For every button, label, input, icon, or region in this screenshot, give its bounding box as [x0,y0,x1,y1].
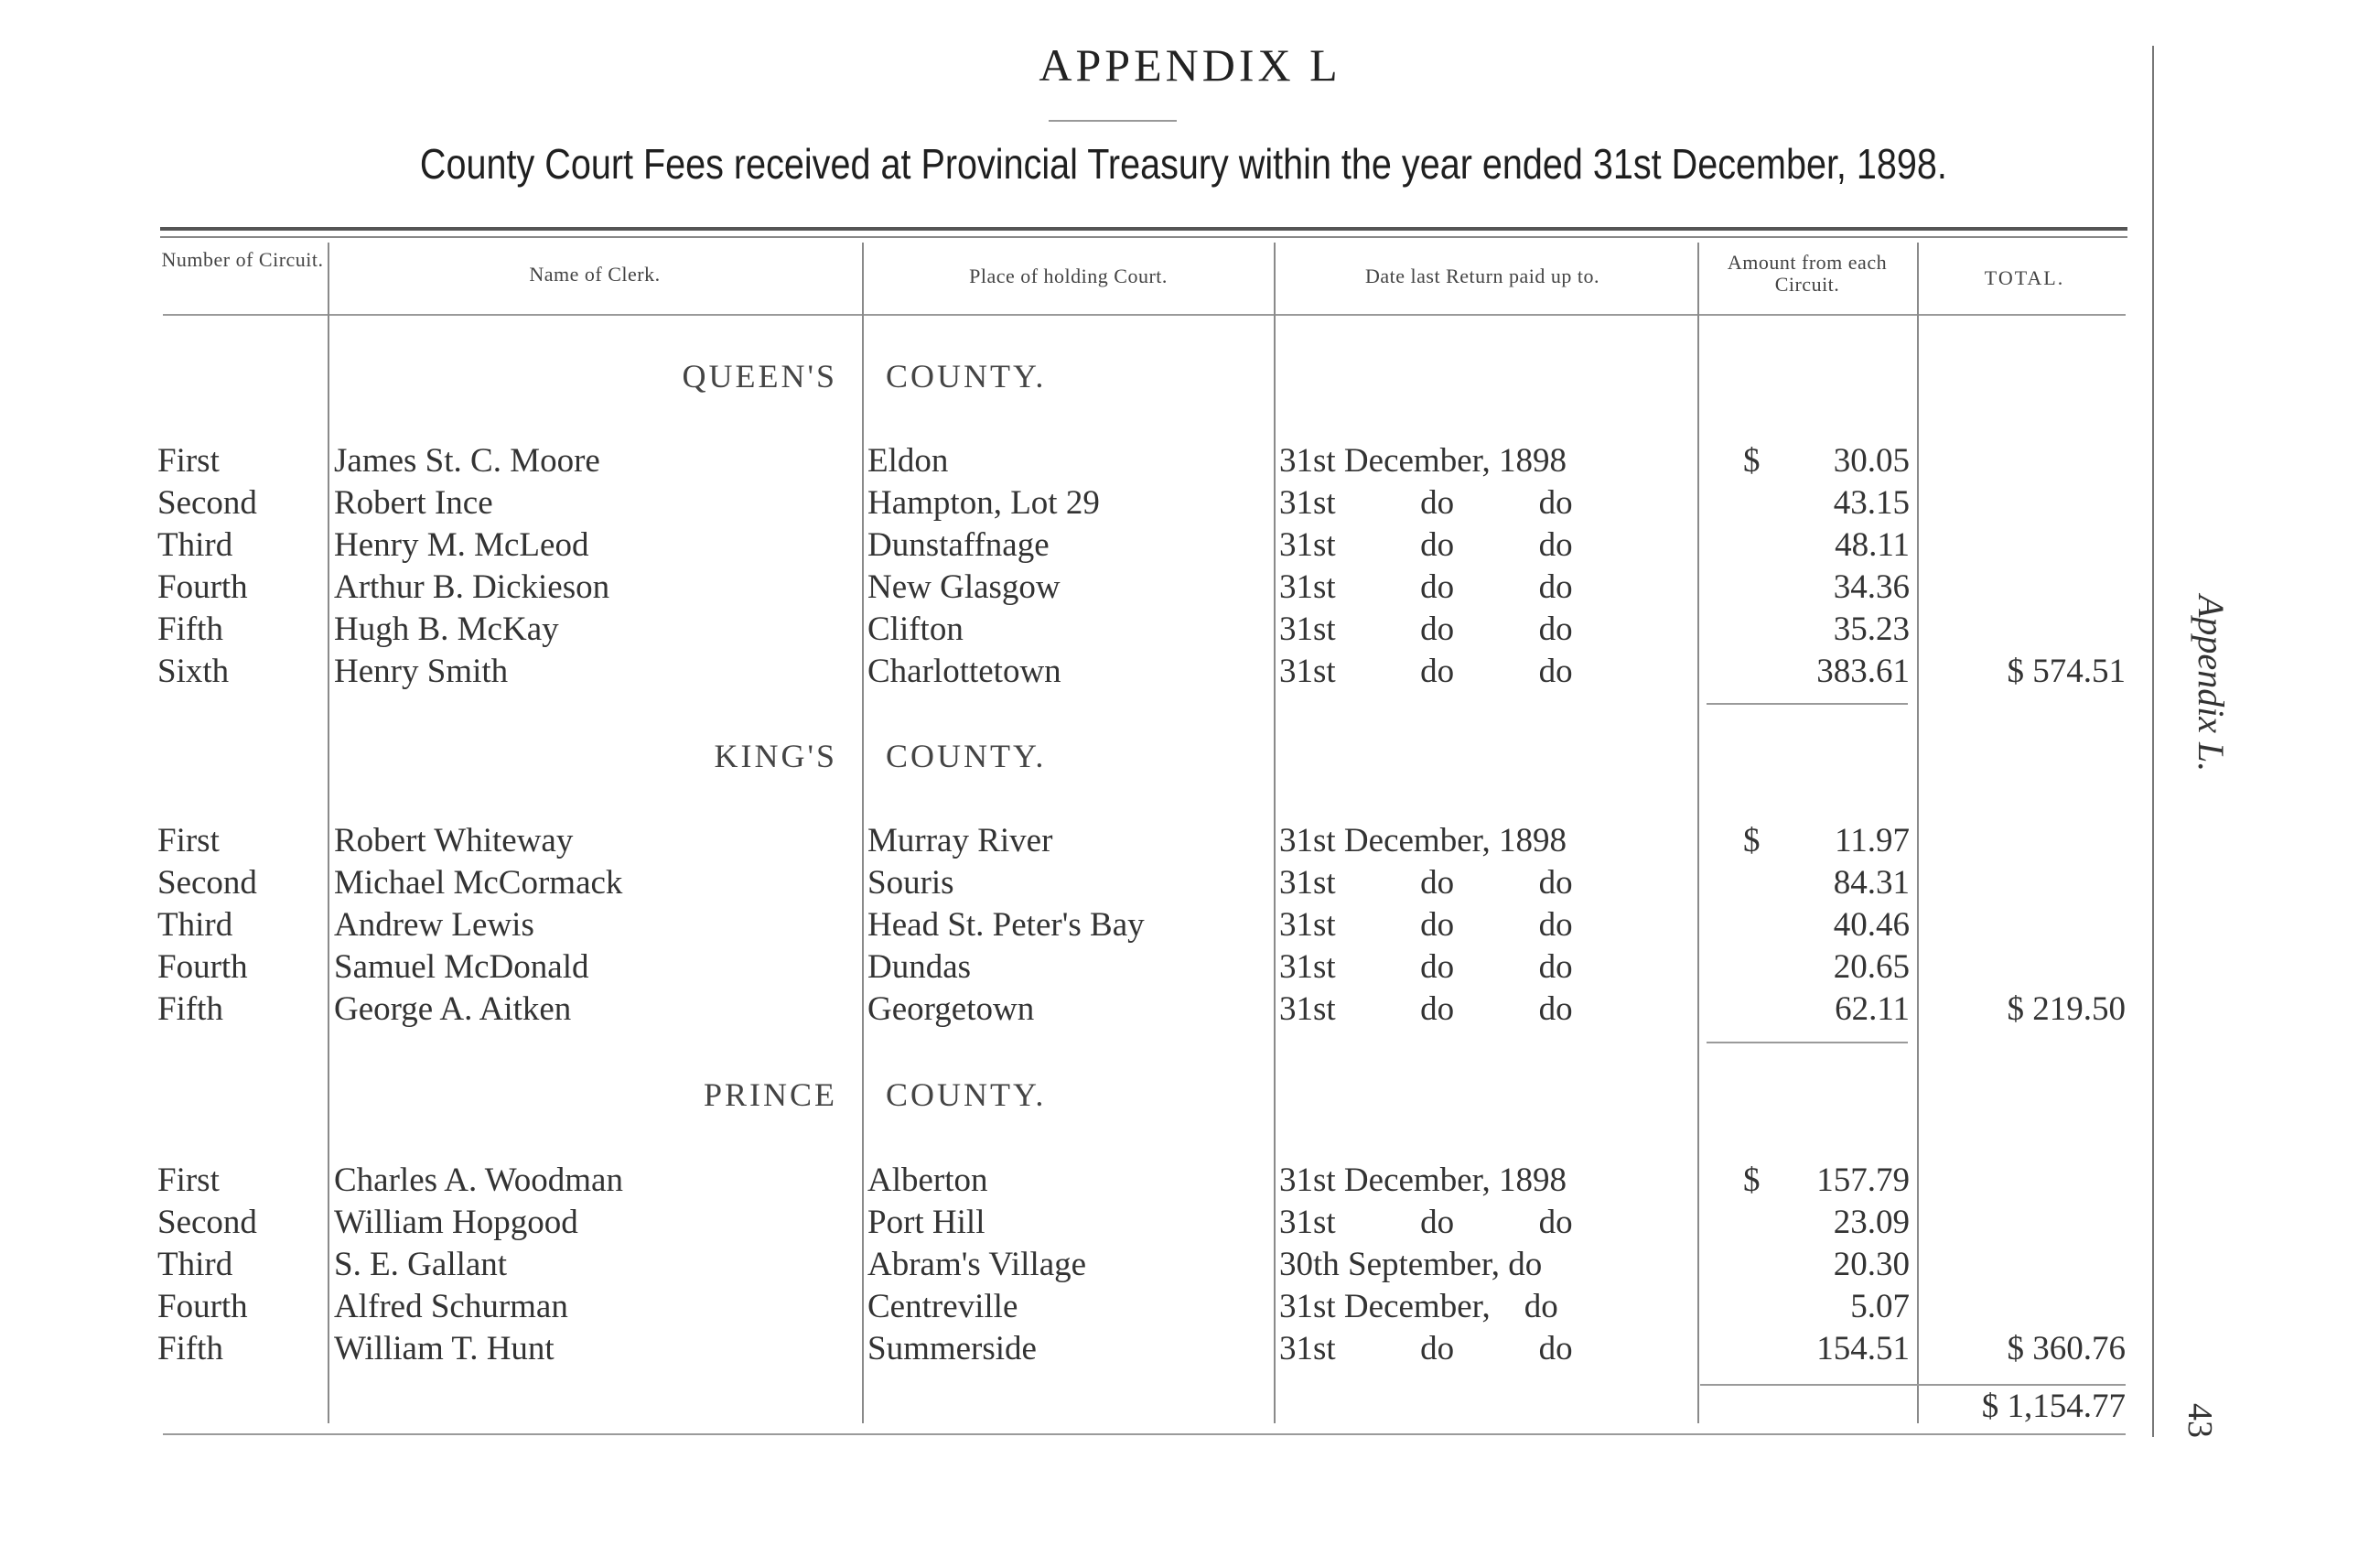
circuit-cell: Fourth [157,568,248,606]
amount-cell: 20.65 [1833,948,1910,986]
amount-cell: 35.23 [1833,611,1910,648]
place-cell: Centreville [867,1288,1018,1325]
clerk-cell: S. E. Gallant [334,1246,508,1283]
amount-cell: 20.30 [1833,1246,1910,1283]
clerk-cell: Samuel McDonald [334,948,589,986]
section-total: $ 360.76 [2007,1330,2126,1367]
date-cell: 31st do do [1279,611,1573,648]
header-rule [163,314,2126,316]
section-label-queens: QUEEN'S [682,358,837,394]
page-number: 43 [2181,1403,2219,1438]
date-cell: 31st do do [1279,906,1573,944]
dollar-sign: $ [1743,442,1761,480]
section-county-kings: COUNTY. [886,738,1047,774]
dollar-sign: $ [1743,822,1761,859]
col-line-5 [1917,243,1919,1423]
circuit-cell: First [157,822,220,859]
date-cell: 30th September, do [1279,1246,1543,1283]
circuit-cell: Sixth [157,653,230,690]
clerk-cell: George A. Aitken [334,990,572,1028]
header-clerk: Name of Clerk. [529,263,661,286]
clerk-cell: Robert Whiteway [334,822,574,859]
circuit-cell: First [157,442,220,480]
amount-cell: 62.11 [1835,990,1910,1028]
heading-rule [1049,120,1177,122]
date-cell: 31st do do [1279,864,1573,902]
section-label-kings: KING'S [714,738,837,774]
header-date: Date last Return paid up to. [1365,265,1599,287]
circuit-cell: Fifth [157,611,223,648]
amount-cell: 23.09 [1833,1204,1910,1241]
circuit-cell: First [157,1162,220,1199]
clerk-cell: Henry Smith [334,653,509,690]
side-note: Appendix L. [2191,595,2232,773]
clerk-cell: Robert Ince [334,484,493,522]
circuit-cell: Second [157,1204,257,1241]
place-cell: New Glasgow [867,568,1061,606]
place-cell: Souris [867,864,954,902]
amount-cell: 34.36 [1833,568,1910,606]
dollar-sign: $ [1743,1162,1761,1199]
place-cell: Charlottetown [867,653,1061,690]
col-line-2 [862,243,864,1423]
col-line-4 [1697,243,1699,1423]
page-margin-line [2152,46,2154,1437]
grand-total-rule [1700,1384,2126,1386]
clerk-cell: Charles A. Woodman [334,1162,623,1199]
section-label-prince: PRINCE [703,1076,837,1113]
clerk-cell: James St. C. Moore [334,442,600,480]
date-cell: 31st do do [1279,653,1573,690]
circuit-cell: Fifth [157,990,223,1028]
amount-cell: 154.51 [1816,1330,1910,1367]
clerk-cell: Alfred Schurman [334,1288,568,1325]
appendix-heading: APPENDIX L [1039,39,1341,91]
top-rule [160,227,2127,231]
circuit-cell: Third [157,1246,233,1283]
place-cell: Eldon [867,442,949,480]
amount-cell: 84.31 [1833,864,1910,902]
col-line-1 [328,243,329,1423]
amount-cell: 5.07 [1850,1288,1910,1325]
clerk-cell: Hugh B. McKay [334,611,559,648]
grand-total: $ 1,154.77 [1981,1388,2126,1425]
clerk-cell: William T. Hunt [334,1330,555,1367]
circuit-cell: Third [157,526,233,564]
date-cell: 31st do do [1279,948,1573,986]
date-cell: 31st December, 1898 [1279,1162,1567,1199]
amount-cell: 30.05 [1833,442,1910,480]
header-circuit: Number of Circuit. [161,248,324,271]
section-total: $ 574.51 [2007,653,2126,690]
circuit-cell: Second [157,484,257,522]
amount-cell: 157.79 [1816,1162,1910,1199]
date-cell: 31st do do [1279,990,1573,1028]
date-cell: 31st December, do [1279,1288,1558,1325]
amount-cell: 40.46 [1833,906,1910,944]
place-cell: Head St. Peter's Bay [867,906,1145,944]
subtotal-rule [1707,703,1908,705]
section-county-prince: COUNTY. [886,1076,1047,1113]
circuit-cell: Fourth [157,948,248,986]
clerk-cell: Michael McCormack [334,864,623,902]
date-cell: 31st do do [1279,1330,1573,1367]
place-cell: Abram's Village [867,1246,1087,1283]
place-cell: Summerside [867,1330,1037,1367]
date-cell: 31st December, 1898 [1279,822,1567,859]
bottom-rule [163,1433,2126,1435]
section-county-queens: COUNTY. [886,358,1047,394]
date-cell: 31st do do [1279,526,1573,564]
circuit-cell: Second [157,864,257,902]
date-cell: 31st do do [1279,1204,1573,1241]
clerk-cell: Andrew Lewis [334,906,534,944]
place-cell: Dundas [867,948,972,986]
date-cell: 31st do do [1279,484,1573,522]
header-amount: Amount from each Circuit. [1727,251,1888,296]
section-total: $ 219.50 [2007,990,2126,1028]
table-title: County Court Fees received at Provincial Treasury within the year ended 31st December, 1898. [419,140,1947,188]
amount-cell: 383.61 [1816,653,1910,690]
amount-cell: 48.11 [1835,526,1910,564]
place-cell: Dunstaffnage [867,526,1050,564]
circuit-cell: Fourth [157,1288,248,1325]
date-cell: 31st do do [1279,568,1573,606]
date-cell: 31st December, 1898 [1279,442,1567,480]
amount-cell: 43.15 [1833,484,1910,522]
clerk-cell: William Hopgood [334,1204,578,1241]
col-line-3 [1274,243,1276,1423]
amount-cell: 11.97 [1835,822,1910,859]
circuit-cell: Third [157,906,233,944]
place-cell: Alberton [867,1162,988,1199]
top-rule-thin [160,236,2127,238]
clerk-cell: Henry M. McLeod [334,526,589,564]
place-cell: Port Hill [867,1204,985,1241]
subtotal-rule [1707,1042,1908,1043]
place-cell: Hampton, Lot 29 [867,484,1100,522]
header-total: TOTAL. [1984,266,2065,289]
place-cell: Clifton [867,611,964,648]
clerk-cell: Arthur B. Dickieson [334,568,610,606]
header-place: Place of holding Court. [969,265,1168,287]
place-cell: Murray River [867,822,1053,859]
place-cell: Georgetown [867,990,1035,1028]
circuit-cell: Fifth [157,1330,223,1367]
